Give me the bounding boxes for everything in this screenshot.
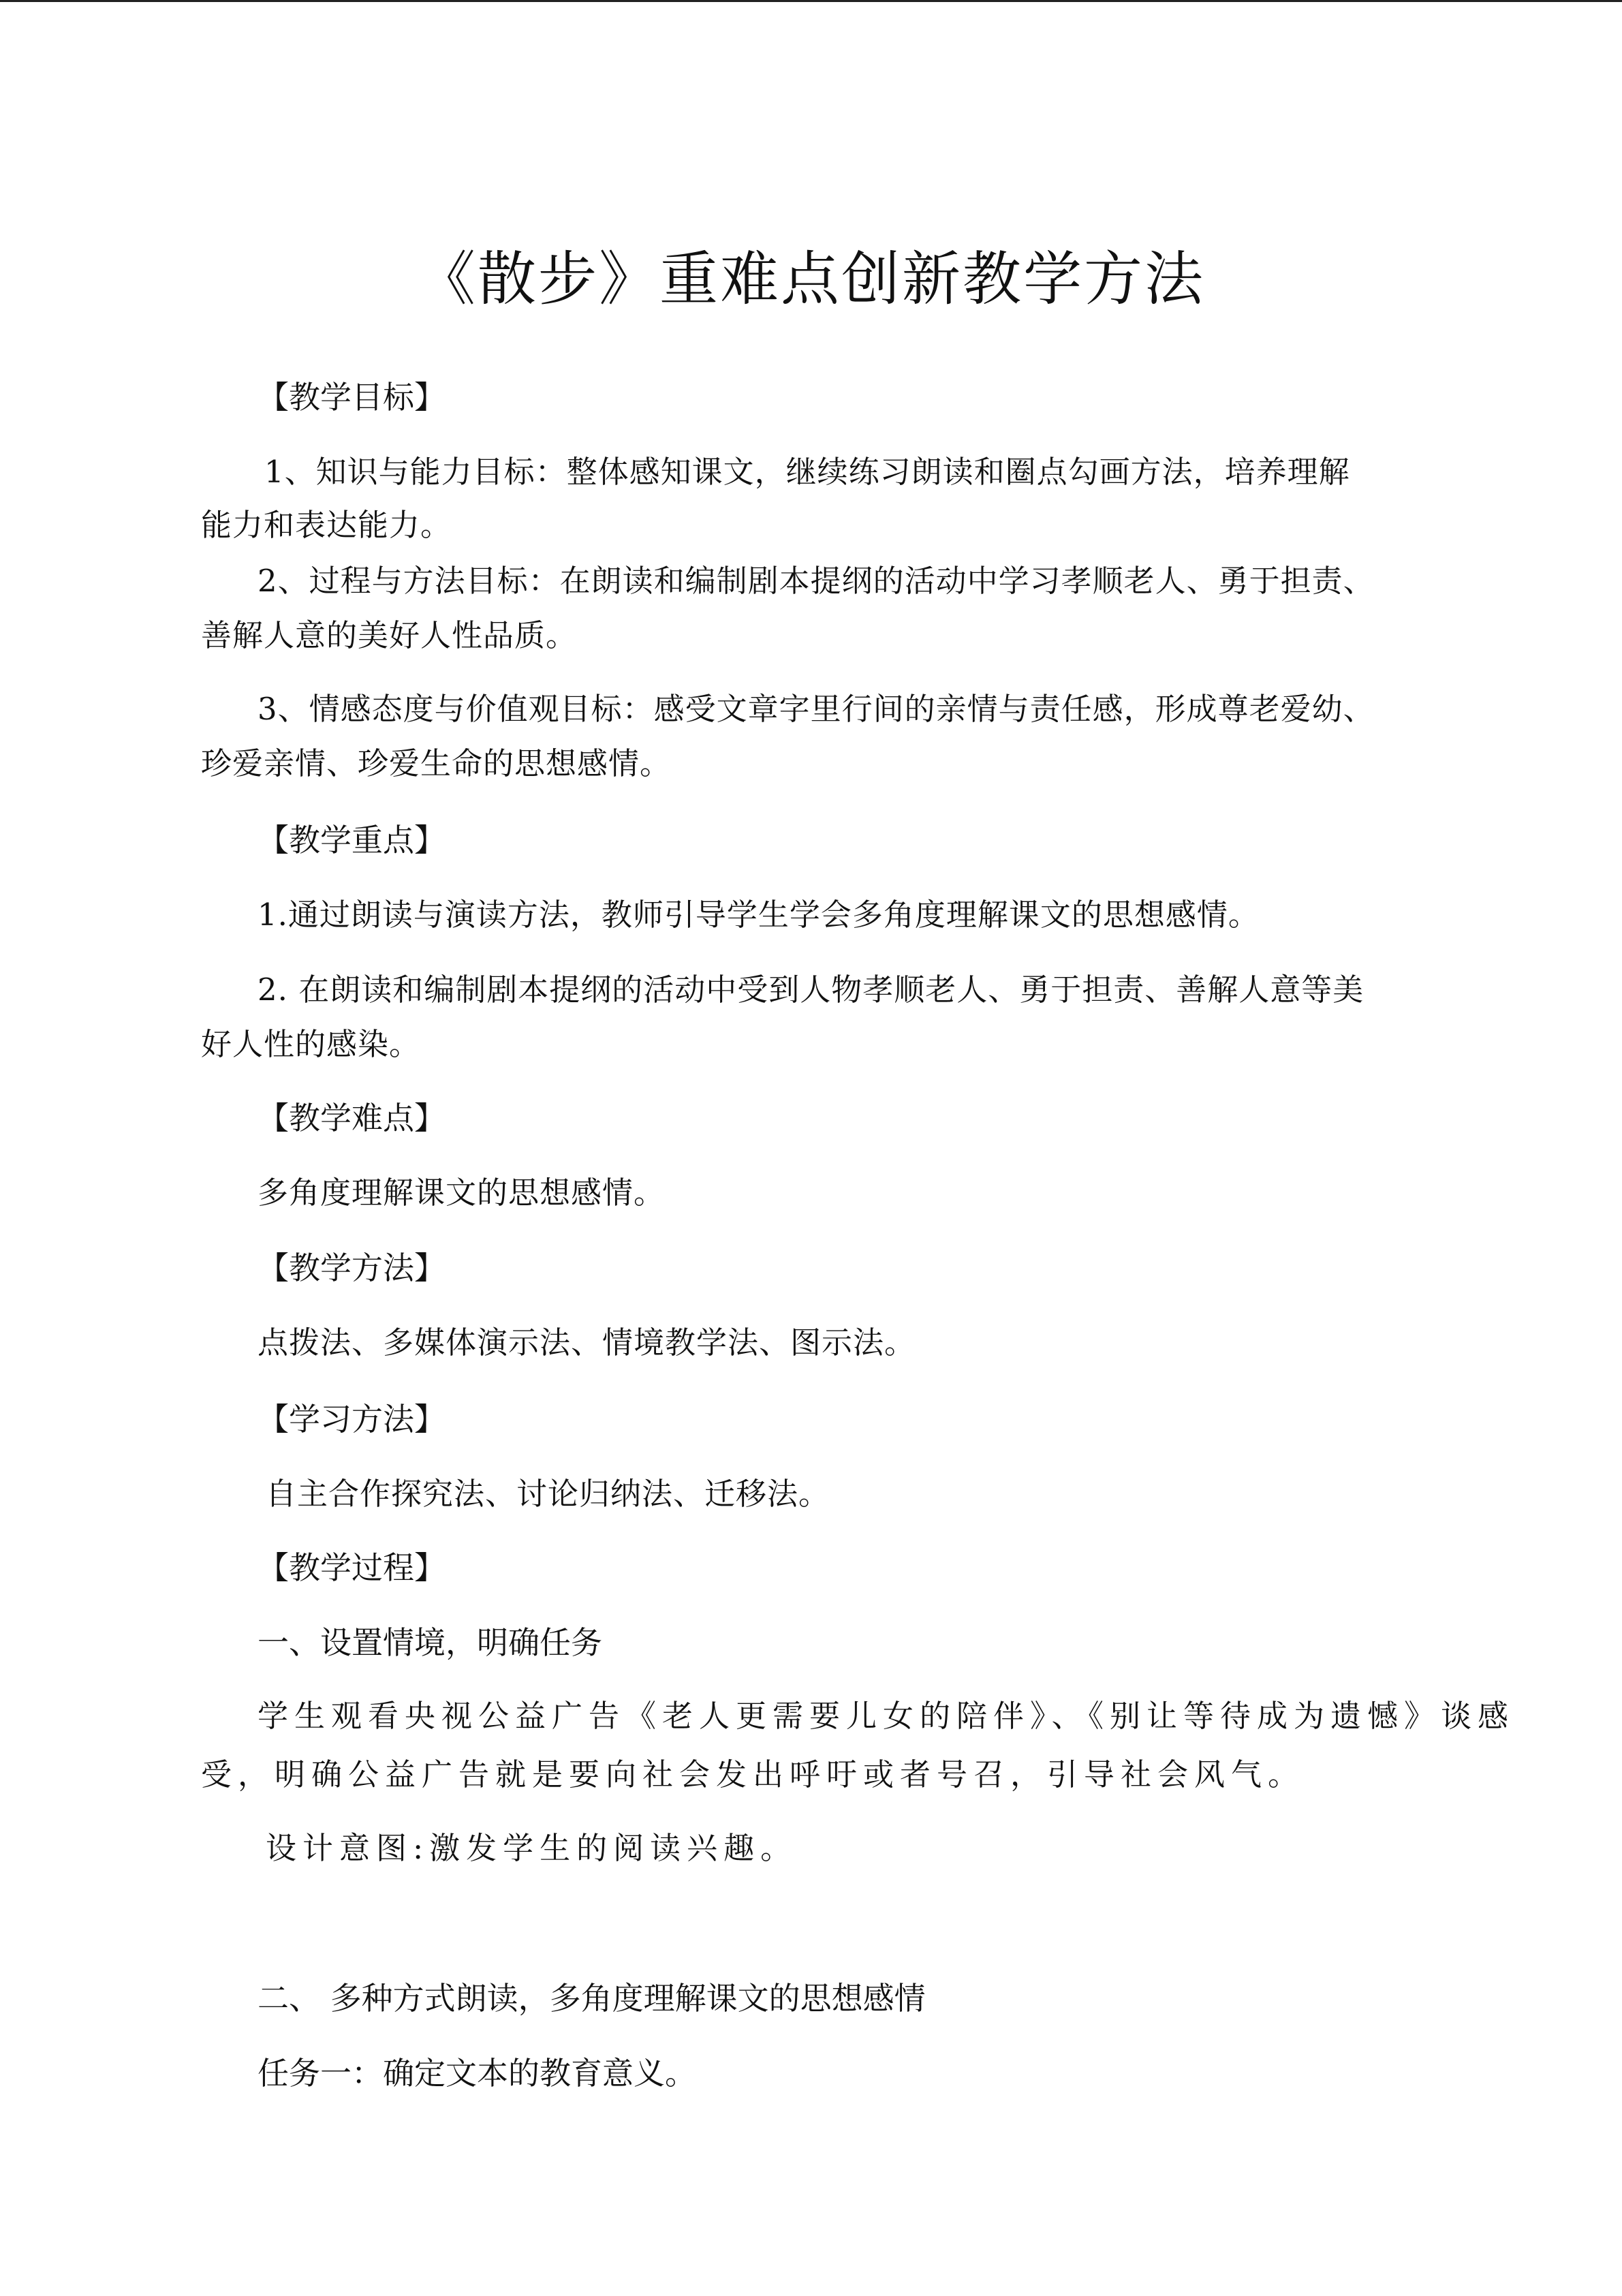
key-point-2-line-1: 2. 在朗读和编制剧本提纲的活动中受到人物孝顺老人、勇于担责、善解人意等美	[258, 972, 1364, 1008]
document-title: 《散步》重难点创新教学方法	[417, 245, 1205, 313]
study-method-text: 自主合作探究法、讨论归纳法、迁移法。	[266, 1476, 830, 1512]
section-heading-goals: 【教学目标】	[258, 379, 446, 416]
step-1-line-2: 受，明确公益广告就是要向社会发出呼吁或者号召，引导社会风气。	[201, 1756, 1305, 1793]
section-heading-difficulty: 【教学难点】	[258, 1100, 446, 1136]
section-heading-teaching-method: 【教学方法】	[258, 1250, 446, 1286]
goal-2-line-1: 2、过程与方法目标：在朗读和编制剧本提纲的活动中学习孝顺老人、勇于担责、	[258, 563, 1375, 599]
section-heading-process: 【教学过程】	[258, 1549, 446, 1586]
key-point-1: 1.通过朗读与演读方法，教师引导学生学会多角度理解课文的思想感情。	[258, 897, 1260, 933]
difficulty-text: 多角度理解课文的思想感情。	[258, 1175, 666, 1211]
document-page	[0, 2, 1622, 2296]
goal-1-line-2: 能力和表达能力。	[201, 507, 452, 543]
step-1-heading: 一、设置情境，明确任务	[258, 1624, 602, 1661]
step-1-design-intent: 设计意图:激发学生的阅读兴趣。	[266, 1830, 798, 1866]
section-heading-study-method: 【学习方法】	[258, 1401, 446, 1438]
goal-3-line-1: 3、情感态度与价值观目标：感受文章字里行间的亲情与责任感，形成尊老爱幼、	[258, 691, 1375, 727]
step-2-heading: 二、 多种方式朗读，多角度理解课文的思想感情	[258, 1980, 926, 2017]
key-point-2-line-2: 好人性的感染。	[201, 1026, 421, 1062]
step-1-line-1: 学生观看央视公益广告《老人更需要儿女的陪伴》、《别让等待成为遗憾》谈感	[258, 1698, 1515, 1734]
goal-3-line-2: 珍爱亲情、珍爱生命的思想感情。	[201, 745, 672, 781]
goal-2-line-2: 善解人意的美好人性品质。	[201, 617, 578, 653]
teaching-method-text: 点拨法、多媒体演示法、情境教学法、图示法。	[258, 1324, 916, 1361]
goal-1-line-1: 1、知识与能力目标：整体感知课文，继续练习朗读和圈点勾画方法，培养理解	[264, 454, 1350, 490]
section-heading-key-points: 【教学重点】	[258, 822, 446, 858]
task-1-heading: 任务一：确定文本的教育意义。	[258, 2055, 696, 2092]
